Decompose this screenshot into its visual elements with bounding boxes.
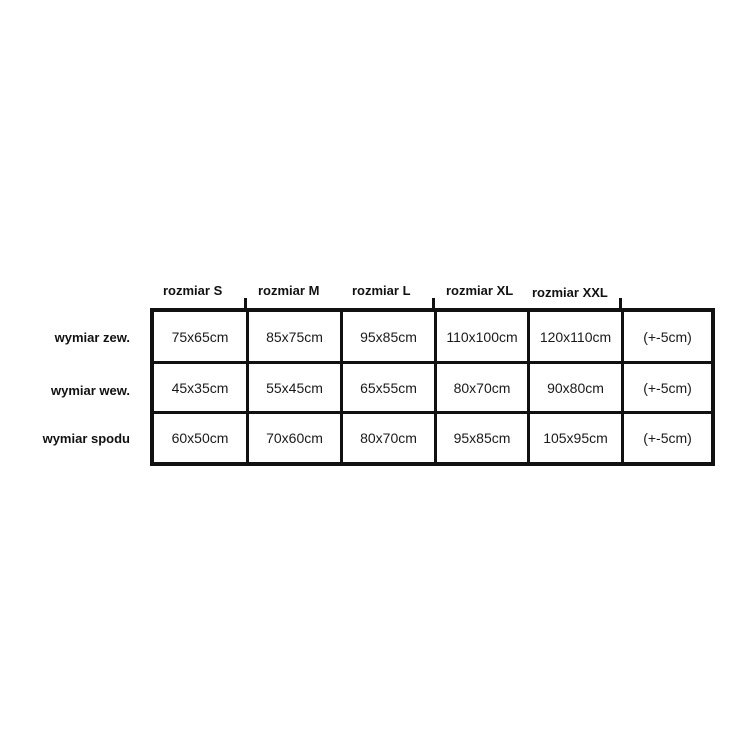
table-cell: 80x70cm: [343, 414, 437, 462]
table-cell: 110x100cm: [437, 312, 530, 364]
table-cell: 80x70cm: [437, 364, 530, 414]
header-size-s: rozmiar S: [163, 283, 223, 298]
table-cell: 85x75cm: [249, 312, 343, 364]
size-table: [150, 308, 715, 466]
table-cell: 120x110cm: [530, 312, 624, 364]
table-cell: 65x55cm: [343, 364, 437, 414]
table-cell: 60x50cm: [154, 414, 249, 462]
header-size-l: rozmiar L: [352, 283, 411, 298]
table-cell: 45x35cm: [154, 364, 249, 414]
row-label-outer: wymiar zew.: [54, 330, 130, 345]
header-size-xxl: rozmiar XXL: [532, 285, 608, 300]
row-label-bottom: wymiar spodu: [42, 431, 130, 446]
tolerance-cell: (+-5cm): [624, 312, 711, 364]
header-size-m: rozmiar M: [258, 283, 320, 298]
row-label-inner: wymiar wew.: [51, 383, 130, 398]
tolerance-cell: (+-5cm): [624, 364, 711, 414]
table-cell: 70x60cm: [249, 414, 343, 462]
table-cell: 90x80cm: [530, 364, 624, 414]
table-cell: 95x85cm: [343, 312, 437, 364]
tolerance-cell: (+-5cm): [643, 430, 692, 446]
table-cell: 105x95cm: [530, 414, 624, 462]
header-size-xl: rozmiar XL: [446, 283, 514, 298]
table-cell: 95x85cm: [437, 414, 530, 462]
table-cell: 55x45cm: [249, 364, 343, 414]
table-cell: 75x65cm: [154, 312, 249, 364]
